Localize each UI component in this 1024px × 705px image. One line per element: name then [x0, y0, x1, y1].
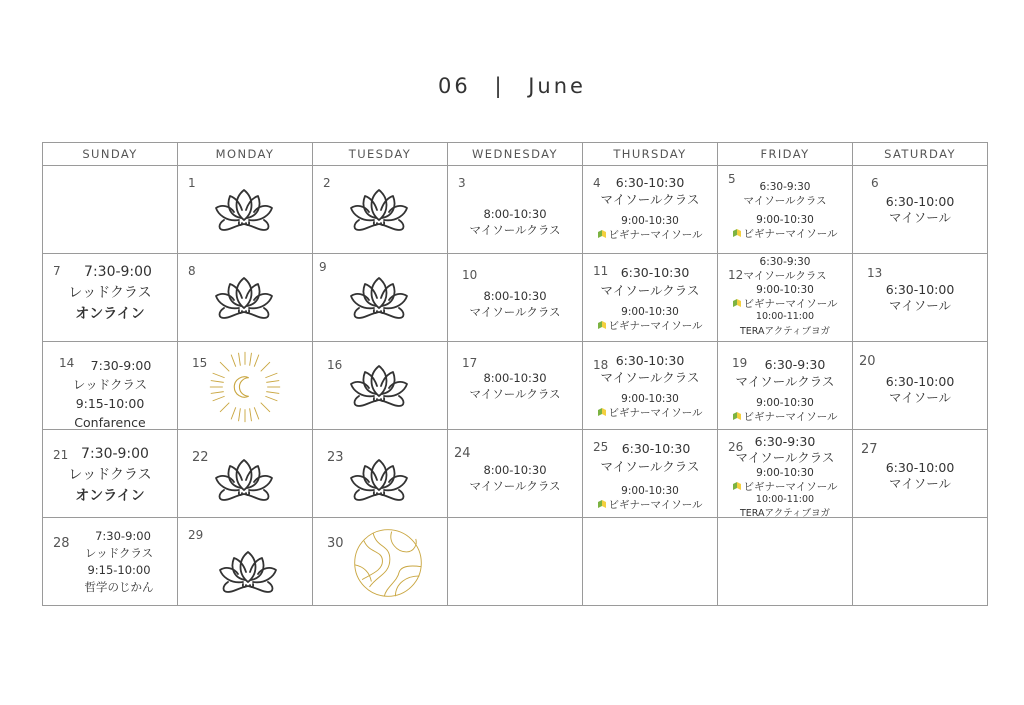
- event-title: マイソールクラス: [469, 387, 561, 401]
- event-title: マイソールクラス: [600, 370, 700, 385]
- week-row: [43, 166, 988, 254]
- day-number: 20: [859, 354, 876, 369]
- beginner-mark-icon: [597, 499, 607, 509]
- event-list: [448, 462, 582, 494]
- event-time: 9:00-10:30: [621, 393, 679, 405]
- event-time: 8:00-10:30: [483, 463, 547, 477]
- event-note: 哲学のじかん: [84, 580, 154, 594]
- event-list: [718, 255, 852, 338]
- day-number: 26: [728, 440, 744, 454]
- day-number: 24: [454, 446, 471, 461]
- event-time: 7:30-9:00: [95, 529, 151, 543]
- day-cell-21: [43, 430, 178, 518]
- day-cell-11: [583, 254, 718, 342]
- event-list: [583, 440, 717, 512]
- weekday-monday: MONDAY: [178, 143, 313, 166]
- day-number: 8: [188, 264, 196, 278]
- lotus-icon: [216, 544, 280, 596]
- week-row: [43, 342, 988, 430]
- event-time: 9:15-10:00: [75, 396, 145, 411]
- lotus-icon: [347, 358, 411, 410]
- day-number: 23: [327, 450, 344, 465]
- day-number: 6: [871, 176, 879, 190]
- event-title: TERAアクティブヨガ: [740, 508, 830, 519]
- month-name: June: [528, 74, 586, 98]
- event-title: レッドクラス: [68, 285, 152, 301]
- weekday-thursday: THURSDAY: [583, 143, 718, 166]
- event-title: マイソール: [888, 210, 951, 225]
- event-list: [448, 288, 582, 320]
- day-number: 10: [462, 268, 478, 282]
- event-time: 9:00-10:30: [756, 467, 814, 479]
- event-title: マイソール: [888, 390, 951, 405]
- day-number: 13: [867, 266, 883, 280]
- event-list: [583, 264, 717, 333]
- beginner-mark-icon: [597, 320, 607, 330]
- event-time: 7:30-9:00: [84, 264, 152, 280]
- event-title: レッドクラス: [72, 377, 148, 392]
- day-cell-10: [448, 254, 583, 342]
- day-cell-28: [43, 518, 178, 606]
- event-time: 10:00-11:00: [755, 311, 815, 322]
- day-cell-23: [313, 430, 448, 518]
- day-number: 16: [327, 358, 343, 372]
- day-number: 27: [861, 442, 878, 457]
- lotus-icon: [212, 182, 276, 234]
- event-time: 8:00-10:30: [483, 371, 547, 385]
- day-number: 3: [458, 176, 466, 190]
- event-time: 8:00-10:30: [483, 207, 547, 221]
- event-time: 10:00-11:00: [755, 494, 815, 505]
- day-cell-2: [313, 166, 448, 254]
- day-number: 29: [188, 528, 204, 542]
- event-time: 8:00-10:30: [483, 289, 547, 303]
- event-list: [853, 460, 987, 492]
- event-title: マイソールクラス: [469, 223, 561, 237]
- event-title: マイソールクラス: [469, 479, 561, 493]
- event-list: [718, 434, 852, 520]
- beginner-mark-icon: [732, 481, 742, 491]
- event-title: マイソール: [888, 298, 951, 313]
- weekday-wednesday: WEDNESDAY: [448, 143, 583, 166]
- event-title: マイソールクラス: [469, 305, 561, 319]
- event-time: 7:30-9:00: [90, 358, 152, 373]
- day-cell-27: [853, 430, 988, 518]
- event-title: マイソールクラス: [600, 459, 700, 474]
- lotus-icon: [212, 452, 276, 504]
- day-cell-1: [178, 166, 313, 254]
- day-cell-14: [43, 342, 178, 430]
- day-number: 15: [192, 356, 208, 370]
- week-row: [43, 430, 988, 518]
- day-cell-7: [43, 254, 178, 342]
- event-time: 9:00-10:30: [756, 397, 814, 409]
- day-cell-25: [583, 430, 718, 518]
- day-cell-empty: [583, 518, 718, 606]
- event-list: [43, 528, 177, 596]
- event-title: マイソール: [888, 476, 951, 491]
- event-title: マイソールクラス: [743, 270, 827, 282]
- event-title: ビギナーマイソール: [583, 319, 717, 333]
- event-time: 6:30-10:30: [615, 353, 685, 368]
- day-cell-empty: [853, 518, 988, 606]
- day-number: 17: [462, 356, 478, 370]
- lotus-icon: [347, 270, 411, 322]
- day-number: 19: [732, 356, 748, 370]
- event-list: [583, 174, 717, 242]
- day-cell-17: [448, 342, 583, 430]
- event-time: 6:30-10:00: [885, 374, 955, 389]
- event-list: [853, 194, 987, 226]
- day-number: 21: [53, 448, 69, 462]
- day-number: 22: [192, 450, 209, 465]
- event-list: [43, 356, 177, 432]
- full-moon-icon: [351, 526, 425, 600]
- day-cell-24: [448, 430, 583, 518]
- event-title: ビギナーマイソール: [583, 498, 717, 512]
- event-note: オンライン: [75, 488, 145, 504]
- event-time: 6:30-10:30: [620, 265, 690, 280]
- day-cell-12: [718, 254, 853, 342]
- day-cell-4: [583, 166, 718, 254]
- day-cell-13: [853, 254, 988, 342]
- lotus-icon: [347, 452, 411, 504]
- day-cell-empty: [43, 166, 178, 254]
- month-number: 06: [438, 74, 471, 98]
- day-cell-18: [583, 342, 718, 430]
- event-list: [718, 180, 852, 241]
- event-list: [43, 262, 177, 325]
- weekday-friday: FRIDAY: [718, 143, 853, 166]
- event-title: レッドクラス: [84, 546, 154, 560]
- beginner-mark-icon: [732, 298, 742, 308]
- beginner-mark-icon: [732, 411, 742, 421]
- event-time: 9:00-10:30: [756, 214, 814, 226]
- week-row: [43, 518, 988, 606]
- event-time: 9:00-10:30: [621, 306, 679, 318]
- event-time: 9:00-10:30: [756, 284, 814, 296]
- day-cell-9: [313, 254, 448, 342]
- day-cell-26: [718, 430, 853, 518]
- weekday-saturday: SATURDAY: [853, 143, 988, 166]
- day-cell-30: [313, 518, 448, 606]
- day-cell-19: [718, 342, 853, 430]
- day-number: 2: [323, 176, 331, 190]
- event-note: オンライン: [75, 306, 145, 322]
- day-cell-empty: [718, 518, 853, 606]
- event-title: ビギナーマイソール: [718, 227, 852, 241]
- day-number: 30: [327, 536, 344, 551]
- event-time: 6:30-10:30: [615, 175, 685, 190]
- title-separator: |: [494, 74, 505, 98]
- event-time: 6:30-10:00: [885, 460, 955, 475]
- event-list: [448, 370, 582, 402]
- event-time: 6:30-10:30: [621, 441, 691, 456]
- day-number: 7: [53, 264, 61, 278]
- event-list: [583, 352, 717, 420]
- event-time: 7:30-9:00: [81, 446, 149, 462]
- event-time: 9:00-10:30: [621, 215, 679, 227]
- week-row: [43, 254, 988, 342]
- day-number: 12: [728, 268, 744, 282]
- event-time: 6:30-9:30: [754, 434, 816, 449]
- day-cell-5: [718, 166, 853, 254]
- weekday-sunday: SUNDAY: [43, 143, 178, 166]
- event-time: 6:30-9:30: [759, 181, 811, 193]
- day-number: 28: [53, 536, 70, 551]
- event-time: 6:30-9:30: [764, 357, 826, 372]
- event-list: [43, 444, 177, 507]
- event-title: ビギナーマイソール: [583, 228, 717, 242]
- day-number: 4: [593, 176, 601, 190]
- event-time: 6:30-9:30: [759, 256, 811, 268]
- beginner-mark-icon: [732, 228, 742, 238]
- event-title: ビギナーマイソール: [718, 410, 852, 424]
- day-number: 25: [593, 440, 609, 454]
- weekday-tuesday: TUESDAY: [313, 143, 448, 166]
- calendar-grid: [42, 142, 988, 606]
- day-cell-empty: [448, 518, 583, 606]
- day-number: 5: [728, 172, 736, 186]
- event-title: レッドクラス: [68, 467, 152, 483]
- day-cell-20: [853, 342, 988, 430]
- event-time: 6:30-10:00: [885, 194, 955, 209]
- day-number: 1: [188, 176, 196, 190]
- day-cell-6: [853, 166, 988, 254]
- day-cell-15: [178, 342, 313, 430]
- event-title: マイソールクラス: [600, 283, 700, 298]
- event-list: [853, 282, 987, 314]
- event-title: ビギナーマイソール: [583, 406, 717, 420]
- day-number: 9: [319, 260, 327, 274]
- event-time: 9:15-10:00: [87, 563, 151, 577]
- day-number: 18: [593, 358, 609, 372]
- weekday-header-row: [43, 143, 988, 166]
- day-cell-29: [178, 518, 313, 606]
- lotus-icon: [347, 182, 411, 234]
- day-cell-16: [313, 342, 448, 430]
- lotus-icon: [212, 270, 276, 322]
- beginner-mark-icon: [597, 407, 607, 417]
- day-number: 14: [59, 356, 75, 370]
- event-title: マイソールクラス: [735, 450, 835, 465]
- event-time: 6:30-10:00: [885, 282, 955, 297]
- event-title: TERAアクティブヨガ: [740, 326, 830, 337]
- event-list: [853, 374, 987, 406]
- day-cell-22: [178, 430, 313, 518]
- day-cell-8: [178, 254, 313, 342]
- event-title: ビギナーマイソール: [718, 480, 852, 494]
- event-title: マイソールクラス: [600, 192, 700, 207]
- event-title: ビギナーマイソール: [718, 297, 852, 311]
- day-cell-3: [448, 166, 583, 254]
- event-time: 9:00-10:30: [621, 485, 679, 497]
- event-title: マイソールクラス: [735, 374, 835, 389]
- event-note: Confarence: [74, 415, 146, 430]
- day-number: 11: [593, 264, 609, 278]
- event-list: [718, 356, 852, 424]
- beginner-mark-icon: [597, 229, 607, 239]
- event-list: [448, 206, 582, 238]
- month-title: [0, 74, 1024, 98]
- event-title: マイソールクラス: [743, 195, 827, 207]
- new-moon-icon: [208, 350, 282, 424]
